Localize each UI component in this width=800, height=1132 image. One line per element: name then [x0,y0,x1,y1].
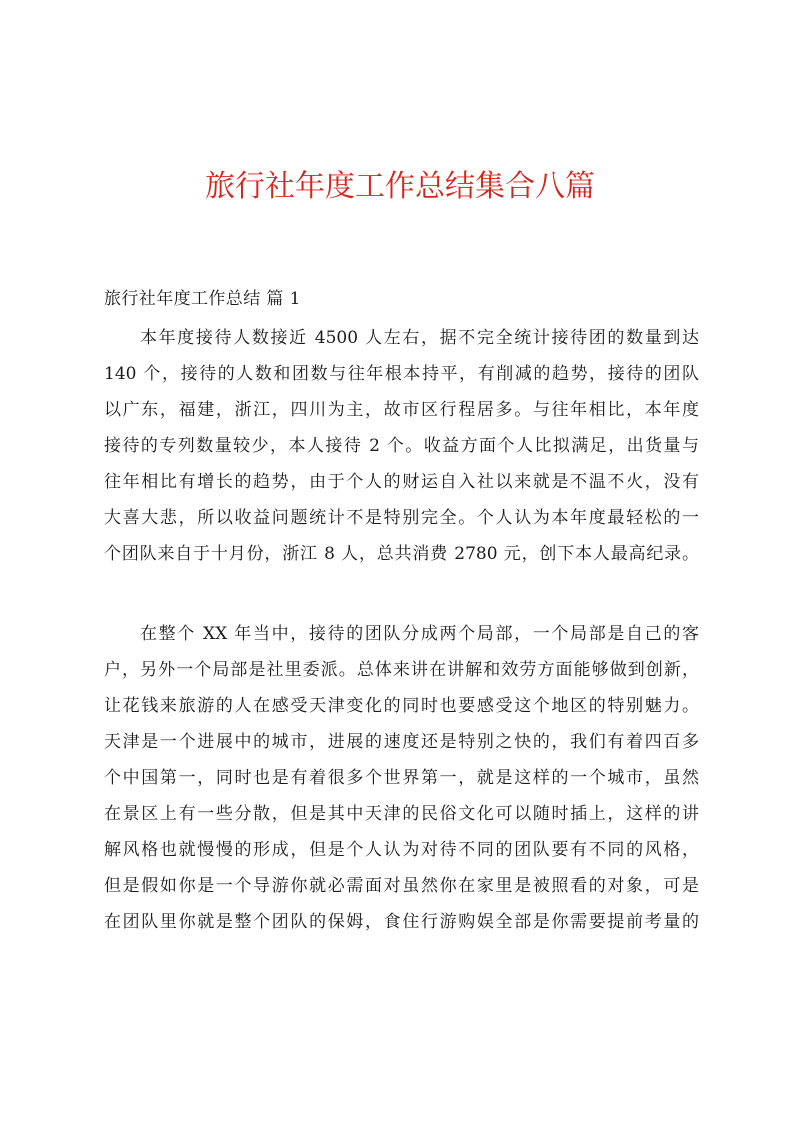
paragraph-line: 在景区上有一些分散，但是其中天津的民俗文化可以随时插上，这样的讲 [104,804,699,824]
paragraph-line: 但是假如你是一个导游你就必需面对虽然你在家里是被照看的对象，可是 [104,876,699,896]
paragraph-line: 以广东，福建，浙江，四川为主，故市区行程居多。与往年相比，本年度 [104,400,699,420]
paragraph-line: 在团队里你就是整个团队的保姆，食住行游购娱全部是你需要提前考量的 [104,912,699,932]
paragraph-line: 本年度接待人数接近 4500 人左右，据不完全统计接待团的数量到达 [140,328,699,348]
paragraph-line: 个中国第一，同时也是有着很多个世界第一，就是这样的一个城市，虽然 [104,768,699,788]
paragraph-line: 天津是一个进展中的城市，进展的速度还是特别之快的，我们有着四百多 [104,732,699,752]
paragraph-line: 大喜大悲，所以收益问题统计不是特别完全。个人认为本年度最轻松的一 [104,508,699,528]
paragraph-line: 140 个，接待的人数和团数与往年根本持平，有削减的趋势，接待的团队 [104,364,699,384]
paragraph-line: 解风格也就慢慢的形成，但是个人认为对待不同的团队要有不同的风格， [104,840,699,860]
paragraph-line: 接待的专列数量较少，本人接待 2 个。收益方面个人比拟满足，出货量与 [104,436,699,456]
paragraph-line: 个团队来自于十月份，浙江 8 人，总共消费 2780 元，创下本人最高纪录。 [104,544,699,564]
paragraph-line: 户，另外一个局部是社里委派。总体来讲在讲解和效劳方面能够做到创新， [104,660,699,680]
paragraph-1 [104,320,699,572]
paragraph-line: 在整个 XX 年当中，接待的团队分成两个局部，一个局部是自己的客 [140,624,699,644]
document-title: 旅行社年度工作总结集合八篇 [205,169,595,204]
paragraph-2 [104,616,699,940]
paragraph-line: 往年相比有增长的趋势，由于个人的财运自入社以来就是不温不火，没有 [104,472,699,492]
section-heading: 旅行社年度工作总结 篇 1 [104,289,301,309]
paragraph-line: 让花钱来旅游的人在感受天津变化的同时也要感受这个地区的特别魅力。 [104,696,699,716]
